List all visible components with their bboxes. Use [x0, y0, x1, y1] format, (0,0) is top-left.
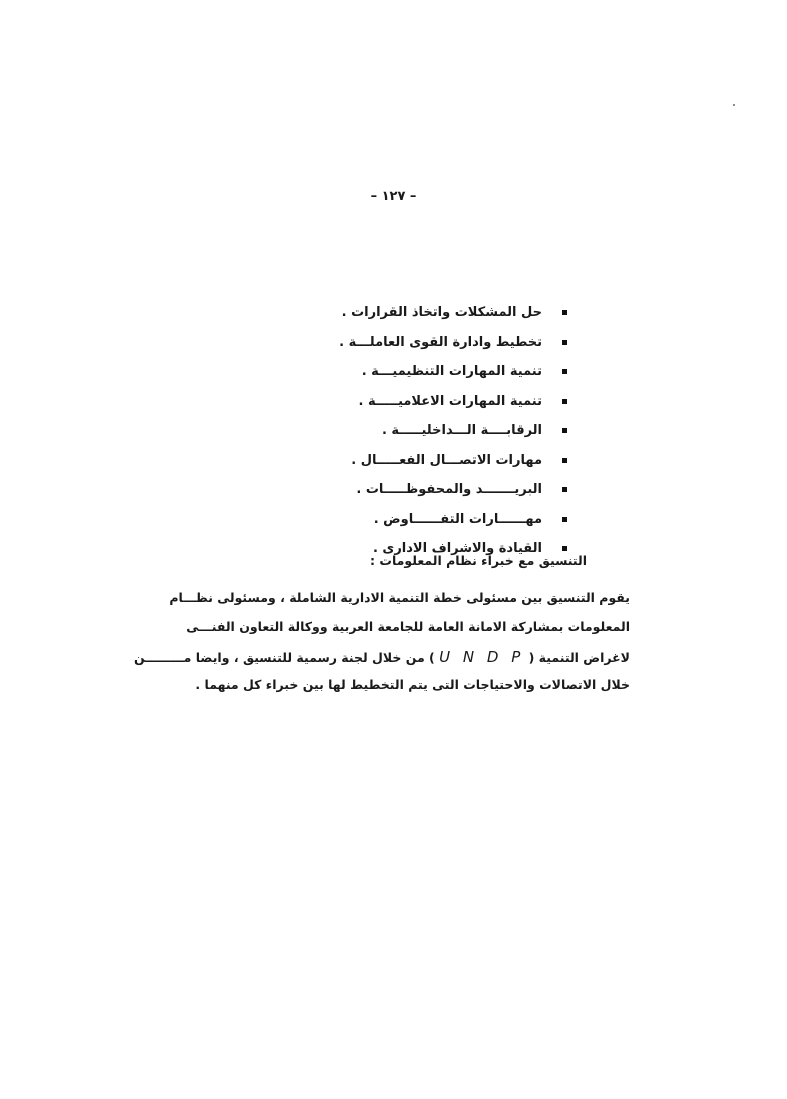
square-bullet-icon	[562, 340, 567, 345]
list-item-text: مهارات الاتصـــال الفعـــــال .	[351, 452, 542, 468]
list-item	[307, 505, 567, 535]
list-item-text: القيادة والاشراف الادارى .	[372, 541, 542, 557]
paragraph-line: المعلومات بمشاركة الامانة العامة للجامعة العربية ووكالة التعاون الفنـــى	[186, 619, 630, 634]
list-item	[307, 387, 567, 417]
list-item-text: تنمية المهارات الاعلاميـــــة .	[358, 393, 542, 409]
undp-acronym: U N D P	[439, 648, 525, 666]
square-bullet-icon	[562, 399, 567, 404]
list-item-text: البريـــــــد والمحفوظـــــات .	[356, 482, 542, 498]
square-bullet-icon	[562, 369, 567, 374]
square-bullet-icon	[562, 546, 567, 551]
list-item	[307, 357, 567, 387]
paragraph-line-end: ) من خلال لجنة رسمية للتنسيق ، وايضا مـــــــــن	[133, 650, 435, 665]
list-item	[307, 416, 567, 446]
paragraph-line-start: لاغراض التنمية (	[528, 650, 630, 665]
list-item	[307, 298, 567, 328]
paragraph-line	[133, 648, 630, 677]
section-heading: التنسيق مع خبراء نظام المعلومات :	[370, 553, 587, 568]
scan-speck	[733, 104, 735, 106]
list-item	[307, 475, 567, 505]
bullet-list	[307, 298, 567, 564]
paragraph-line: يقوم التنسيق بين مسئولى خطة التنمية الادارية الشاملة ، ومسئولى نظـــام	[169, 590, 630, 605]
list-item-text: حل المشكلات واتخاذ القرارات .	[341, 305, 542, 321]
paragraph-line: خلال الاتصالات والاحتياجات التى يتم التخطيط لها بين خبراء كل منهما .	[195, 677, 630, 692]
square-bullet-icon	[562, 310, 567, 315]
page-number: – ١٢٧ –	[370, 189, 417, 204]
list-item-text: الرقابــــة الـــداخليـــــة .	[381, 423, 542, 439]
list-item	[307, 328, 567, 358]
list-item	[307, 446, 567, 476]
square-bullet-icon	[562, 487, 567, 492]
square-bullet-icon	[562, 517, 567, 522]
square-bullet-icon	[562, 428, 567, 433]
square-bullet-icon	[562, 458, 567, 463]
body-paragraph	[133, 590, 630, 706]
list-item-text: تنمية المهارات التنظيميـــة .	[361, 364, 542, 380]
list-item-text: تخطيط وادارة القوى العاملـــة .	[339, 334, 542, 350]
list-item-text: مهــــــارات التفــــــاوض .	[373, 511, 542, 527]
